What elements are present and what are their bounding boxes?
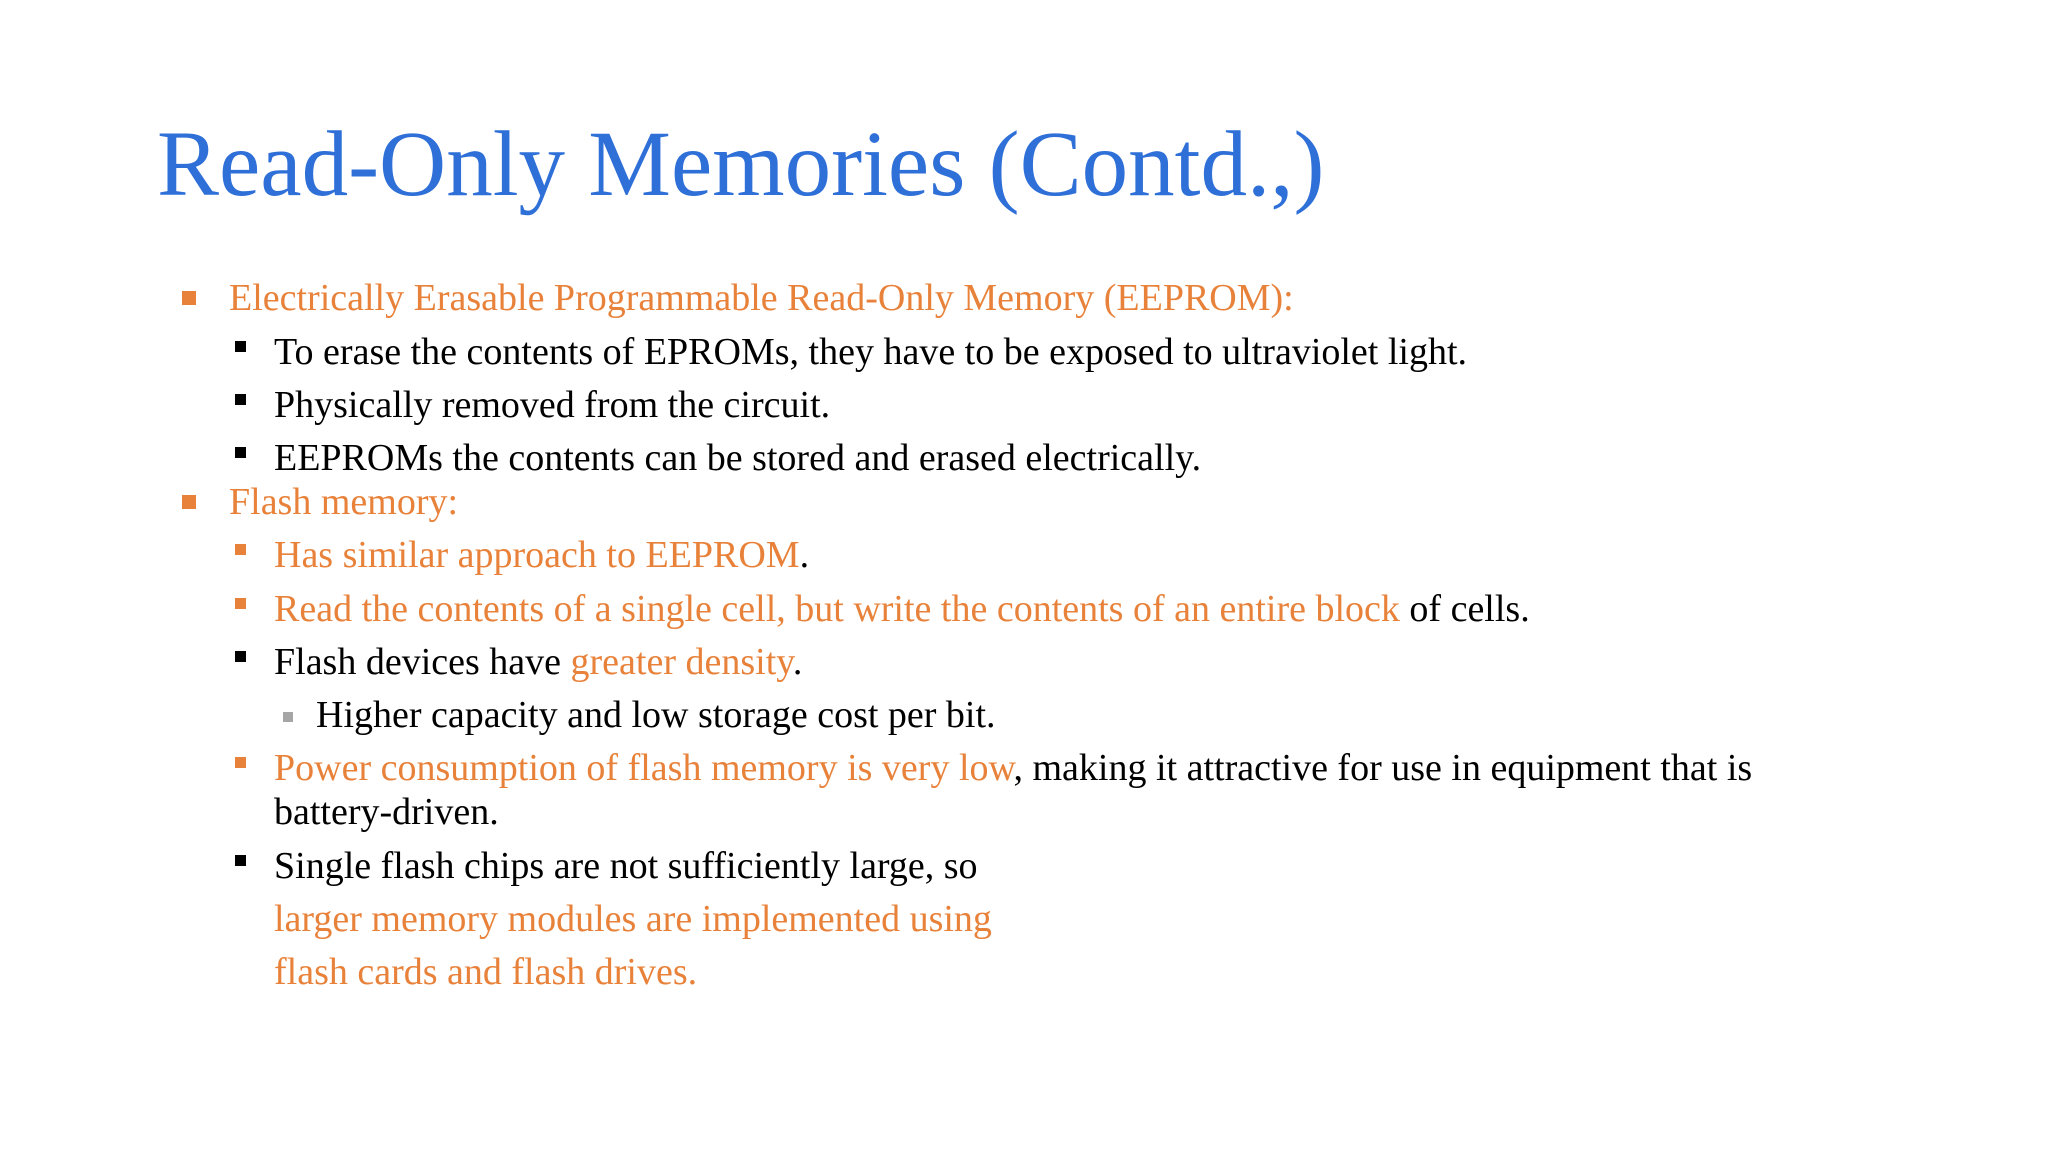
square-bullet-icon bbox=[235, 855, 246, 866]
list-item-continuation bbox=[274, 790, 499, 834]
list-item-text: of cells. bbox=[1399, 588, 1530, 630]
square-bullet-icon bbox=[182, 495, 196, 509]
list-item bbox=[274, 587, 1530, 631]
list-item bbox=[274, 533, 809, 577]
list-item-text: To erase the contents of EPROMs, they have to be exposed to ultraviolet light. bbox=[274, 331, 1468, 373]
section-heading-text: Electrically Erasable Programmable Read-Only Memory (EEPROM): bbox=[229, 277, 1294, 319]
list-item bbox=[274, 746, 1752, 790]
list-item-highlight: flash cards and flash drives. bbox=[274, 951, 698, 993]
list-item-text: Physically removed from the circuit. bbox=[274, 384, 831, 426]
list-item-text: battery-driven. bbox=[274, 791, 499, 833]
section-heading-eeprom bbox=[229, 276, 1294, 320]
list-item-text: . bbox=[792, 641, 803, 683]
list-item-highlight: Power consumption of flash memory is very low bbox=[274, 747, 1014, 789]
list-item-highlight: larger memory modules are implemented using bbox=[274, 898, 992, 940]
square-bullet-icon bbox=[235, 598, 246, 609]
list-item-highlight: greater density bbox=[570, 641, 793, 683]
sub-list-item-text: Higher capacity and low storage cost per bit. bbox=[316, 694, 996, 736]
list-item bbox=[274, 640, 802, 684]
section-heading-text: Flash memory: bbox=[229, 481, 459, 523]
square-bullet-icon bbox=[182, 291, 196, 305]
list-item-text: , making it attractive for use in equipment that is bbox=[1013, 747, 1753, 789]
list-item-text: EEPROMs the contents can be stored and erased electrically. bbox=[274, 437, 1202, 479]
list-item-highlight: Read the contents of a single cell, but write the contents of an entire block bbox=[274, 588, 1400, 630]
list-item bbox=[274, 844, 978, 888]
square-bullet-icon bbox=[235, 341, 246, 352]
list-item-text: Flash devices have bbox=[274, 641, 571, 683]
square-bullet-icon bbox=[283, 712, 293, 722]
section-heading-flash bbox=[229, 480, 458, 524]
list-item bbox=[274, 436, 1201, 480]
square-bullet-icon bbox=[235, 447, 246, 458]
list-item bbox=[274, 383, 830, 427]
list-item-continuation bbox=[274, 897, 992, 941]
square-bullet-icon bbox=[235, 394, 246, 405]
list-item-continuation bbox=[274, 950, 697, 994]
square-bullet-icon bbox=[235, 757, 246, 768]
square-bullet-icon bbox=[235, 651, 246, 662]
list-item-text: . bbox=[799, 534, 810, 576]
sub-list-item bbox=[316, 693, 996, 737]
list-item-text: Single flash chips are not sufficiently large, so bbox=[274, 845, 978, 887]
square-bullet-icon bbox=[235, 544, 246, 555]
slide-title: Read-Only Memories (Contd.,) bbox=[157, 113, 1325, 216]
list-item bbox=[274, 330, 1467, 374]
list-item-highlight: Has similar approach to EEPROM bbox=[274, 534, 800, 576]
